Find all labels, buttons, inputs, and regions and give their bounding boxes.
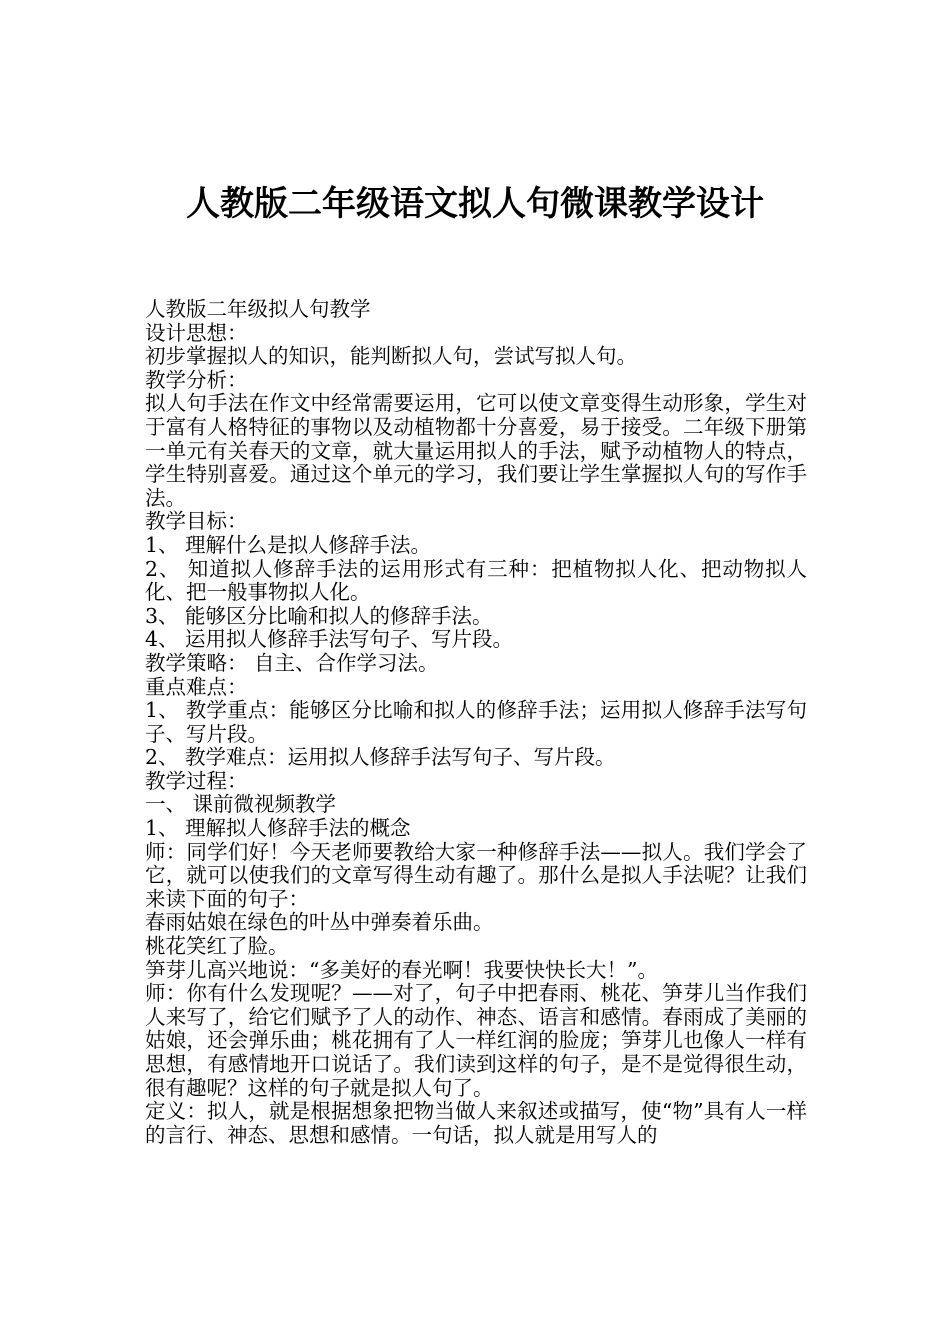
heading-teaching-goals: 教学目标： (145, 509, 248, 534)
paragraph-teaching-strategy: 教学策略： 自主、合作学习法。 (145, 650, 439, 675)
paragraph-teacher-intro: 师：同学们好！今天老师要教给大家一种修辞手法——拟人。我们学会了它，就可以使我们的文章写得生动有趣了。那什么是拟人手法呢？让我们来读下面的句子： (145, 839, 807, 911)
heading-design-idea: 设计思想： (145, 320, 248, 345)
example-sentence-2: 桃花笑红了脸。 (145, 934, 289, 959)
heading-teaching-analysis: 教学分析： (145, 367, 248, 392)
example-sentence-1: 春雨姑娘在绿色的叶丛中弹奏着乐曲。 (145, 910, 494, 935)
list-item-key-point-1: 1、 教学重点：能够区分比喻和拟人的修辞手法；运用拟人修辞手法写句子、写片段。 (145, 698, 807, 746)
heading-section-1: 一、 课前微视频教学 (145, 792, 337, 817)
example-sentence-3: 笋芽儿高兴地说：“多美好的春光啊！我要快快长大！”。 (145, 957, 658, 982)
document-title: 人教版二年级语文拟人句微课教学设计 (186, 184, 764, 224)
heading-subsection-1: 1、 理解拟人修辞手法的概念 (145, 816, 411, 841)
heading-teaching-process: 教学过程： (145, 768, 248, 793)
paragraph-teaching-analysis: 拟人句手法在作文中经常需要运用，它可以使文章变得生动形象，学生对于富有人格特征的事物以及动植物都十分喜爱，易于接受。二年级下册第一单元有关春天的文章，就大量运用拟人的手法，赋予动植物人的特点，学生特别喜爱。通过这个单元的学习，我们要让学生掌握拟人句的写作手法。 (145, 391, 807, 510)
list-item-goal-1: 1、 理解什么是拟人修辞手法。 (145, 532, 432, 557)
document-body (145, 298, 807, 1147)
paragraph-definition: 定义：拟人，就是根据想象把物当做人来叙述或描写，使“物”具有人一样的言行、神态、思想和感情。一句话，拟人就是用写人的 (145, 1099, 807, 1147)
list-item-key-point-2: 2、 教学难点：运用拟人修辞手法写句子、写片段。 (145, 745, 616, 770)
list-item-goal-2: 2、 知道拟人修辞手法的运用形式有三种：把植物拟人化、把动物拟人化、把一般事物拟人化。 (145, 556, 807, 605)
paragraph-teacher-explanation: 师：你有什么发现呢？——对了，句子中把春雨、桃花、笋芽儿当作我们人来写了，给它们赋予了人的动作、神态、语言和感情。春雨成了美丽的姑娘，还会弹乐曲；桃花拥有了人一样红润的脸庞；笋芽儿也像人一样有思想，有感情地开口说话了。我们读到这样的句子，是不是觉得很生动，很有趣呢？这样的句子就是拟人句了。 (145, 981, 807, 1100)
list-item-goal-3: 3、 能够区分比喻和拟人的修辞手法。 (145, 603, 493, 628)
paragraph-subtitle: 人教版二年级拟人句教学 (145, 297, 371, 321)
heading-key-points: 重点难点： (145, 674, 248, 699)
list-item-goal-4: 4、 运用拟人修辞手法写句子、写片段。 (145, 627, 514, 652)
paragraph-design-idea: 初步掌握拟人的知识，能判断拟人句，尝试写拟人句。 (145, 344, 637, 369)
